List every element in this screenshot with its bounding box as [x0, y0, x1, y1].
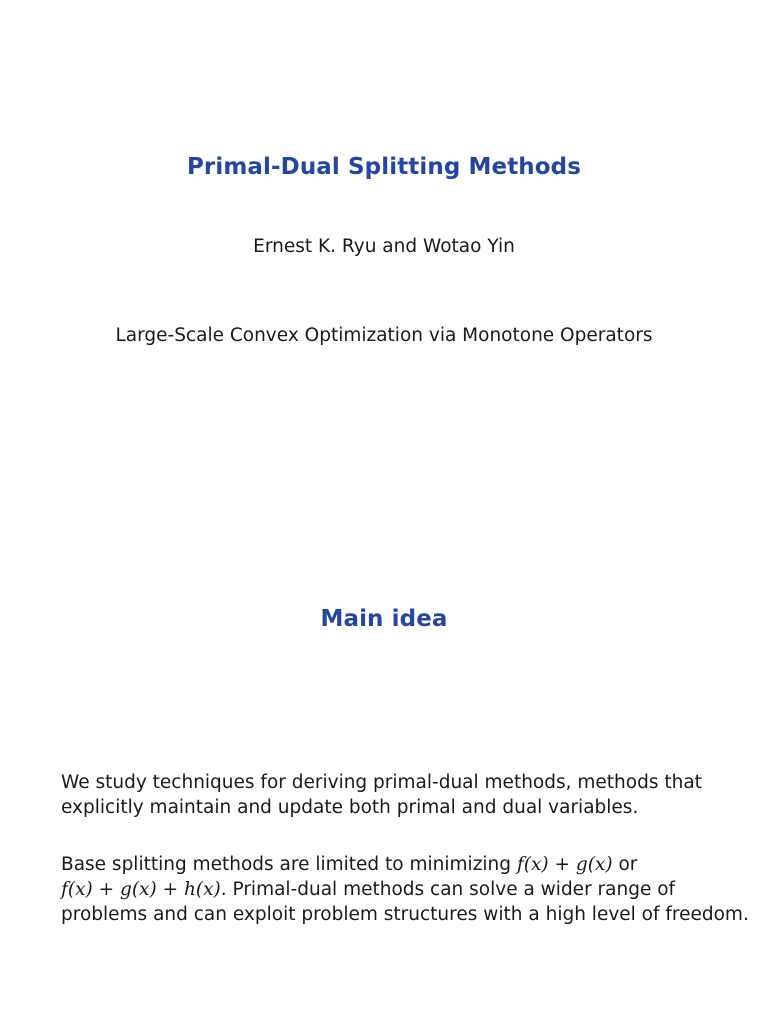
paragraph-2 [61, 852, 749, 927]
paragraph-2-line-1 [61, 852, 721, 877]
paragraph-2-text: or [612, 854, 638, 875]
authors: Ernest K. Ryu and Wotao Yin [253, 236, 515, 257]
paragraph-2-text: Base splitting methods are limited to minimizing [61, 854, 517, 875]
paragraph-1-line-1: We study techniques for deriving primal-dual methods, methods that [61, 772, 702, 793]
paragraph-2-text: . Primal-dual methods can solve a wider range of [220, 879, 676, 900]
slide-heading: Main idea [320, 606, 448, 632]
math-expression: f(x) + g(x) + h(x) [61, 879, 221, 900]
paragraph-2-line-2 [61, 877, 721, 902]
paragraph-1-line-2: explicitly maintain and update both primal and dual variables. [61, 797, 639, 818]
book-subtitle: Large-Scale Convex Optimization via Monotone Operators [115, 325, 653, 346]
paragraph-1 [61, 770, 721, 820]
paragraph-2-line-3: problems and can exploit problem structures with a high level of freedom. [61, 904, 749, 925]
math-expression: f(x) + g(x) [516, 854, 613, 875]
slide-main-idea [0, 512, 768, 1024]
slide-title: Primal-Dual Splitting Methods [186, 154, 582, 180]
